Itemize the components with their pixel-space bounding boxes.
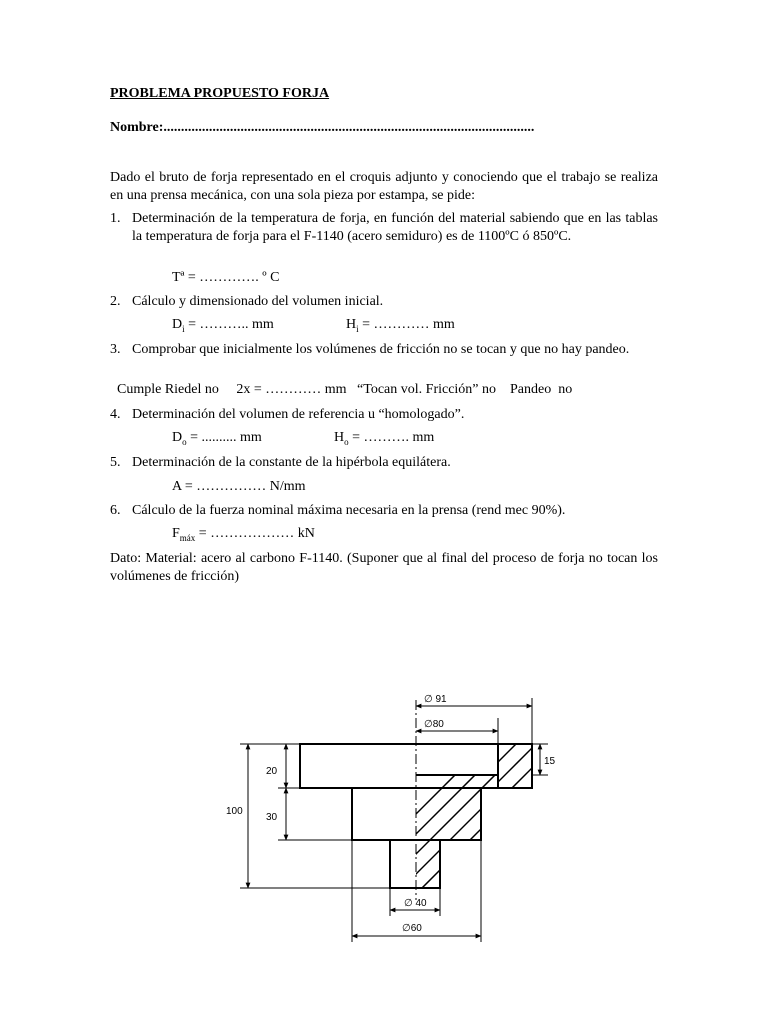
dim-label-100: 100 — [226, 806, 243, 817]
list-item-text: Determinación del volumen de referencia u “homologado”. — [132, 407, 465, 422]
formula-ho-symbol: H — [334, 430, 345, 445]
name-field: Nombre:.......................................................................................................... — [110, 120, 535, 135]
list-item-number: 4. — [110, 407, 121, 422]
formula-a: A = …………… N/mm — [172, 479, 306, 494]
formula-fmax-subscript: máx — [179, 532, 196, 543]
formula-hi-symbol: H — [346, 317, 357, 332]
formula-di-symbol: D — [172, 317, 183, 332]
page-title: PROBLEMA PROPUESTO FORJA — [110, 86, 330, 101]
list-item-text: Comprobar que inicialmente los volúmenes de fricción no se tocan y que no hay pandeo. — [132, 342, 630, 357]
list-item-text: Cálculo y dimensionado del volumen inicial. — [132, 294, 384, 309]
list-item-text: Determinación de la temperatura de forja, en función del material sabiendo que en las tablas la temperatura de forja para el F-1140 (acero semiduro) es de 1100ºC ó 850ºC. — [132, 211, 658, 244]
formula-di-subscript: i — [182, 323, 185, 334]
dim-label-d80: ∅80 — [424, 719, 444, 730]
intro-paragraph: Dado el bruto de forja representado en el croquis adjunto y conociendo que el trabajo se realiza en una prensa mecánica, con una sola pieza por estampa, se pide: — [110, 170, 658, 203]
list-item-number: 3. — [110, 342, 121, 357]
list-item-text: Cálculo de la fuerza nominal máxima necesaria en la prensa (rend mec 90%). — [132, 503, 566, 518]
formula-di-value: = ……….. mm — [184, 317, 274, 332]
dato-paragraph: Dato: Material: acero al carbono F-1140. (Suponer que al final del proceso de forja no tocan los volúmenes de fricción) — [110, 551, 658, 584]
dim-label-d40: ∅ 40 — [404, 898, 427, 909]
formula-hi-value: = ………… mm — [358, 317, 455, 332]
dim-label-d91: ∅ 91 — [424, 694, 447, 705]
list-item-text: Determinación de la constante de la hipérbola equilátera. — [132, 455, 451, 470]
list-item-number: 6. — [110, 503, 121, 518]
formula-do-subscript: o — [182, 436, 187, 447]
formula-riedel: Cumple Riedel no 2x = ………… mm “Tocan vol. Fricción” no Pandeo no — [117, 382, 573, 397]
formula-fmax-symbol: F — [172, 526, 180, 541]
formula-hi-subscript: i — [356, 323, 359, 334]
dimension-lines — [240, 698, 548, 942]
formula-ho-value: = ………. mm — [348, 430, 435, 445]
formula-temperature: Tª = …………. º C — [172, 270, 280, 285]
formula-fmax-value: = ……………… kN — [195, 526, 315, 541]
dim-label-d60: ∅60 — [402, 923, 422, 934]
list-item-number: 5. — [110, 455, 121, 470]
dim-label-30: 30 — [266, 812, 278, 823]
list-item-number: 1. — [110, 211, 121, 226]
dim-label-20: 20 — [266, 766, 278, 777]
formula-ho-subscript: o — [344, 436, 349, 447]
formula-do-symbol: D — [172, 430, 183, 445]
dim-label-15: 15 — [544, 756, 556, 767]
formula-do-value: = .......... mm — [186, 430, 262, 445]
section-hatching — [330, 770, 580, 900]
list-item-number: 2. — [110, 294, 121, 309]
